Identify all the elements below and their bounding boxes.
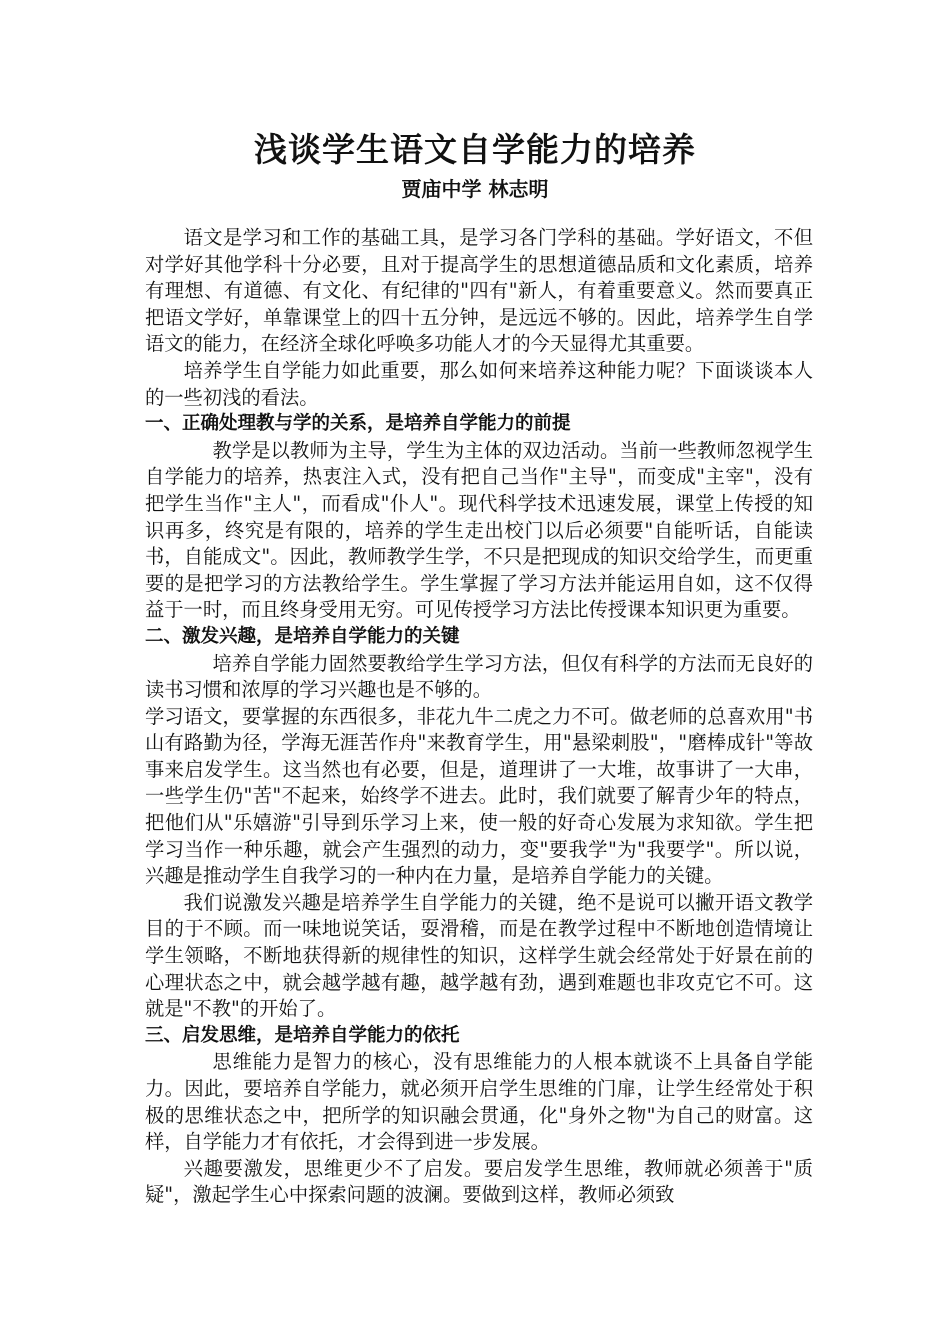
section-heading-2: 二、激发兴趣，是培养自学能力的关键 bbox=[145, 625, 460, 647]
paragraph: 学习语文，要掌握的东西很多，非花九牛二虎之力不可。做老师的总喜欢用"书山有路勤为径，学海无涯苦作舟"来教育学生，用"悬梁刺股"，"磨棒成针"等故事来启发学生。这当然也有必要，但是，道理讲了一大堆，故事讲了一大串，一些学生仍"苦"不起来，始终学不进去。此时，我们就要了解青少年的特点，把他们从"乐嬉游"引导到乐学习上来，使一般的好奇心发展为求知欲。学生把学习当作一种乐趣，就会产生强烈的动力，变"要我学"为"我要学"。所以说，兴趣是推动学生自我学习的一种内在力量，是培养自学能力的关键。 bbox=[145, 704, 813, 888]
paragraph: 培养学生自学能力如此重要，那么如何来培养这种能力呢？下面谈谈本人的一些初浅的看法。 bbox=[145, 358, 813, 409]
document-author: 贾庙中学 林志明 bbox=[401, 177, 549, 201]
paragraph: 培养自学能力固然要教给学生学习方法，但仅有科学的方法而无良好的读书习惯和浓厚的学习兴趣也是不够的。 bbox=[145, 651, 813, 702]
document-body bbox=[145, 225, 813, 1209]
paragraph: 我们说激发兴趣是培养学生自学能力的关键，绝不是说可以撇开语文教学目的于不顾。而一味地说笑话，耍滑稽，而是在教学过程中不断地创造情境让学生领略，不断地获得新的规律性的知识，这样学生就会经常处于好景在前的心理状态之中，就会越学越有趣，越学越有劲，遇到难题也非攻克它不可。这就是"不教"的开始了。 bbox=[145, 890, 813, 1021]
section-heading-1: 一、正确处理教与学的关系，是培养自学能力的前提 bbox=[145, 413, 571, 435]
paragraph: 教学是以教师为主导，学生为主体的双边活动。当前一些教师忽视学生自学能力的培养，热衷注入式，没有把自己当作"主导"，而变成"主宰"，没有把学生当作"主人"，而看成"仆人"。现代科学技术迅速发展，课堂上传授的知识再多，终究是有限的，培养的学生走出校门以后必须要"自能听话，自能读书，自能成文"。因此，教师教学生学，不只是把现成的知识交给学生，而更重要的是把学习的方法教给学生。学生掌握了学习方法并能运用自如，这不仅得益于一时，而且终身受用无穷。可见传授学习方法比传授课本知识更为重要。 bbox=[145, 438, 813, 622]
document-title: 浅谈学生语文自学能力的培养 bbox=[254, 130, 696, 169]
paragraph: 语文是学习和工作的基础工具，是学习各门学科的基础。学好语文，不但对学好其他学科十分必要，且对于提高学生的思想道德品质和文化素质，培养有理想、有道德、有文化、有纪律的"四有"新人，有着重要意义。然而要真正把语文学好，单靠课堂上的四十五分钟，是远远不够的。因此，培养学生自学语文的能力，在经济全球化呼唤多功能人才的今天显得尤其重要。 bbox=[145, 226, 813, 356]
paragraph: 思维能力是智力的核心，没有思维能力的人根本就谈不上具备自学能力。因此，要培养自学能力，就必须开启学生思维的门扉，让学生经常处于积极的思维状态之中，把所学的知识融会贯通，化"身外之物"为自己的财富。这样，自学能力才有依托，才会得到进一步发展。 bbox=[145, 1050, 813, 1154]
section-heading-3: 三、启发思维，是培养自学能力的依托 bbox=[145, 1024, 460, 1046]
paragraph: 兴趣要激发，思维更少不了启发。要启发学生思维，教师就必须善于"质疑"，激起学生心中探索问题的波澜。要做到这样，教师必须致 bbox=[145, 1156, 813, 1207]
